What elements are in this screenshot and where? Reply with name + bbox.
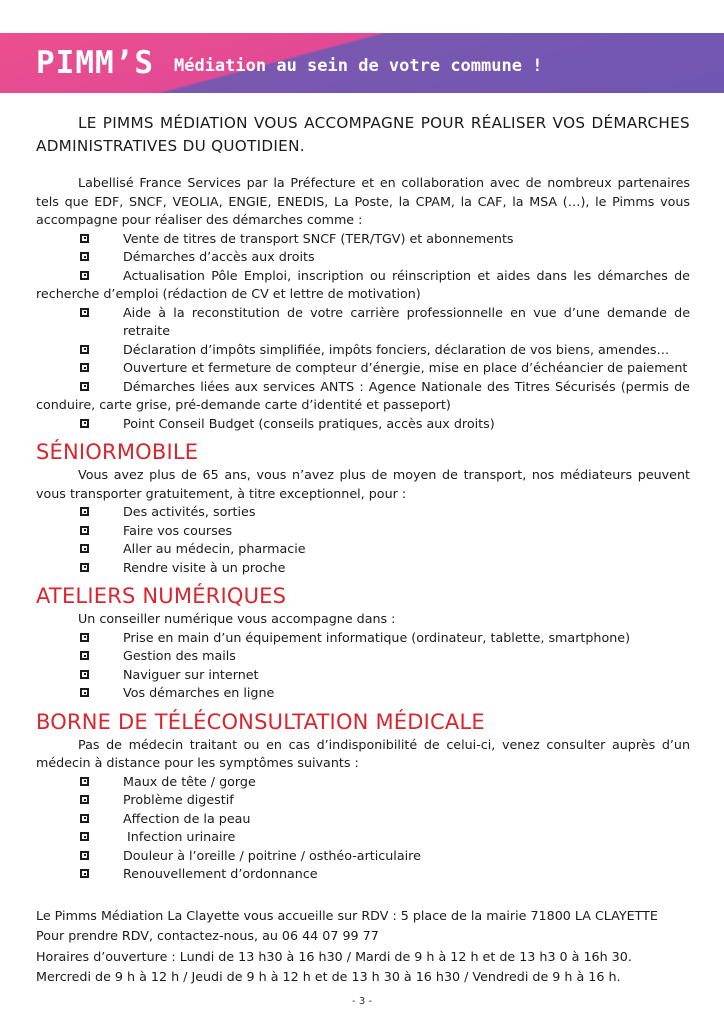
square-bullet-icon [80,507,89,516]
square-bullet-icon [80,419,89,428]
list-item: Maux de tête / gorge [36,773,690,792]
seniormobile-heading: SÉNIORMOBILE [36,440,199,464]
square-bullet-icon [80,814,89,823]
square-bullet-icon [80,252,89,261]
square-bullet-icon [80,633,89,642]
square-bullet-icon [80,234,89,243]
list-item: Problème digestif [36,791,690,810]
list-item: Faire vos courses [36,522,690,541]
hours-line: Horaires d’ouverture : Lundi de 13 h30 à 16 h30 / Mardi de 9 h à 12 h et de 13 h3 0 à 16h 30. [36,948,632,964]
list-item: Démarches d’accès aux droits [36,248,690,267]
list-item: Infection urinaire [36,828,690,847]
list-item: Renouvellement d’ordonnance [36,865,690,884]
square-bullet-icon [80,795,89,804]
intro-lead: LE PIMMS MÉDIATION VOUS ACCOMPAGNE POUR RÉALISER VOS DÉMARCHES ADMINISTRATIVES DU QUOTIDIEN. [36,114,690,155]
square-bullet-icon [80,563,89,572]
seniormobile-list [36,503,690,577]
square-bullet-icon [80,271,89,280]
square-bullet-icon [80,851,89,860]
list-item: Vos démarches en ligne [36,684,690,703]
list-item: Démarches liées aux services ANTS : Agence Nationale des Titres Sécurisés (permis de conduire, carte grise, pré-demande carte d’identité et passeport) [36,378,690,412]
square-bullet-icon [80,345,89,354]
phone-line: Pour prendre RDV, contactez-nous, au 06 44 07 99 77 [36,928,379,943]
ateliers-heading: ATELIERS NUMÉRIQUES [36,584,287,608]
header-banner [0,33,724,93]
list-item: Des activités, sorties [36,503,690,522]
square-bullet-icon [80,363,89,372]
banner-title: PIMM’S [36,45,154,81]
list-item: Gestion des mails [36,647,690,666]
list-item: Prise en main d’un équipement informatique (ordinateur, tablette, smartphone) [36,629,690,648]
banner-subtitle: Médiation au sein de votre commune ! [173,56,543,76]
intro-paragraph: Labellisé France Services par la Préfecture et en collaboration avec de nombreux partenaires tels que EDF, SNCF, VEOLIA, ENGIE, ENEDIS, La Poste, la CPAM, la CAF, la MSA (…), le Pimms vous accompagne pour réaliser des démarches comme : [36,175,690,227]
address-line: Le Pimms Médiation La Clayette vous accueille sur RDV : 5 place de la mairie 71800 LA CLAYETTE [36,907,658,923]
square-bullet-icon [80,777,89,786]
square-bullet-icon [80,308,89,317]
borne-list [36,773,690,884]
borne-paragraph: Pas de médecin traitant ou en cas d’indisponibilité de celui-ci, venez consulter auprès d’un médecin à distance pour les symptômes suivants : [36,736,690,770]
list-item: Ouverture et fermeture de compteur d’énergie, mise en place d’échéancier de paiement [36,359,690,378]
seniormobile-paragraph: Vous avez plus de 65 ans, vous n’avez plus de moyen de transport, nos médiateurs peuvent vous transporter gratuitement, à titre exceptionnel, pour : [36,467,690,501]
list-item: Affection de la peau [36,810,690,829]
square-bullet-icon [80,651,89,660]
intro-list [36,230,690,434]
list-item: Actualisation Pôle Emploi, inscription ou réinscription et aides dans les démarches de recherche d’emploi (rédaction de CV et lettre de motivation) [36,267,690,301]
hours-line-2: Mercredi de 9 h à 12 h / Jeudi de 9 h à 12 h et de 13 h 30 à 16 h30 / Vendredi de 9 h à 16 h. [36,969,621,984]
square-bullet-icon [80,869,89,878]
square-bullet-icon [80,688,89,697]
square-bullet-icon [80,832,89,841]
borne-heading: BORNE DE TÉLÉCONSULTATION MÉDICALE [36,709,485,734]
contact-info [36,906,690,988]
ateliers-list [36,629,690,703]
list-item: Aller au médecin, pharmacie [36,540,690,559]
square-bullet-icon [80,526,89,535]
list-item: Déclaration d’impôts simplifiée, impôts fonciers, déclaration de vos biens, amendes… [36,341,690,360]
list-item: Point Conseil Budget (conseils pratiques, accès aux droits) [36,415,690,434]
list-item: Rendre visite à un proche [36,559,690,578]
list-item: Vente de titres de transport SNCF (TER/TGV) et abonnements [36,230,690,249]
square-bullet-icon [80,544,89,553]
square-bullet-icon [80,670,89,679]
list-item: Douleur à l’oreille / poitrine / osthéo-articulaire [36,847,690,866]
ateliers-paragraph: Un conseiller numérique vous accompagne dans : [78,611,396,626]
page-content [36,112,690,988]
page-number: - 3 - [352,996,372,1007]
square-bullet-icon [80,382,89,391]
list-item: Aide à la reconstitution de votre carrière professionnelle en vue d’une demande de retraite [36,304,690,341]
list-item: Naviguer sur internet [36,666,690,685]
